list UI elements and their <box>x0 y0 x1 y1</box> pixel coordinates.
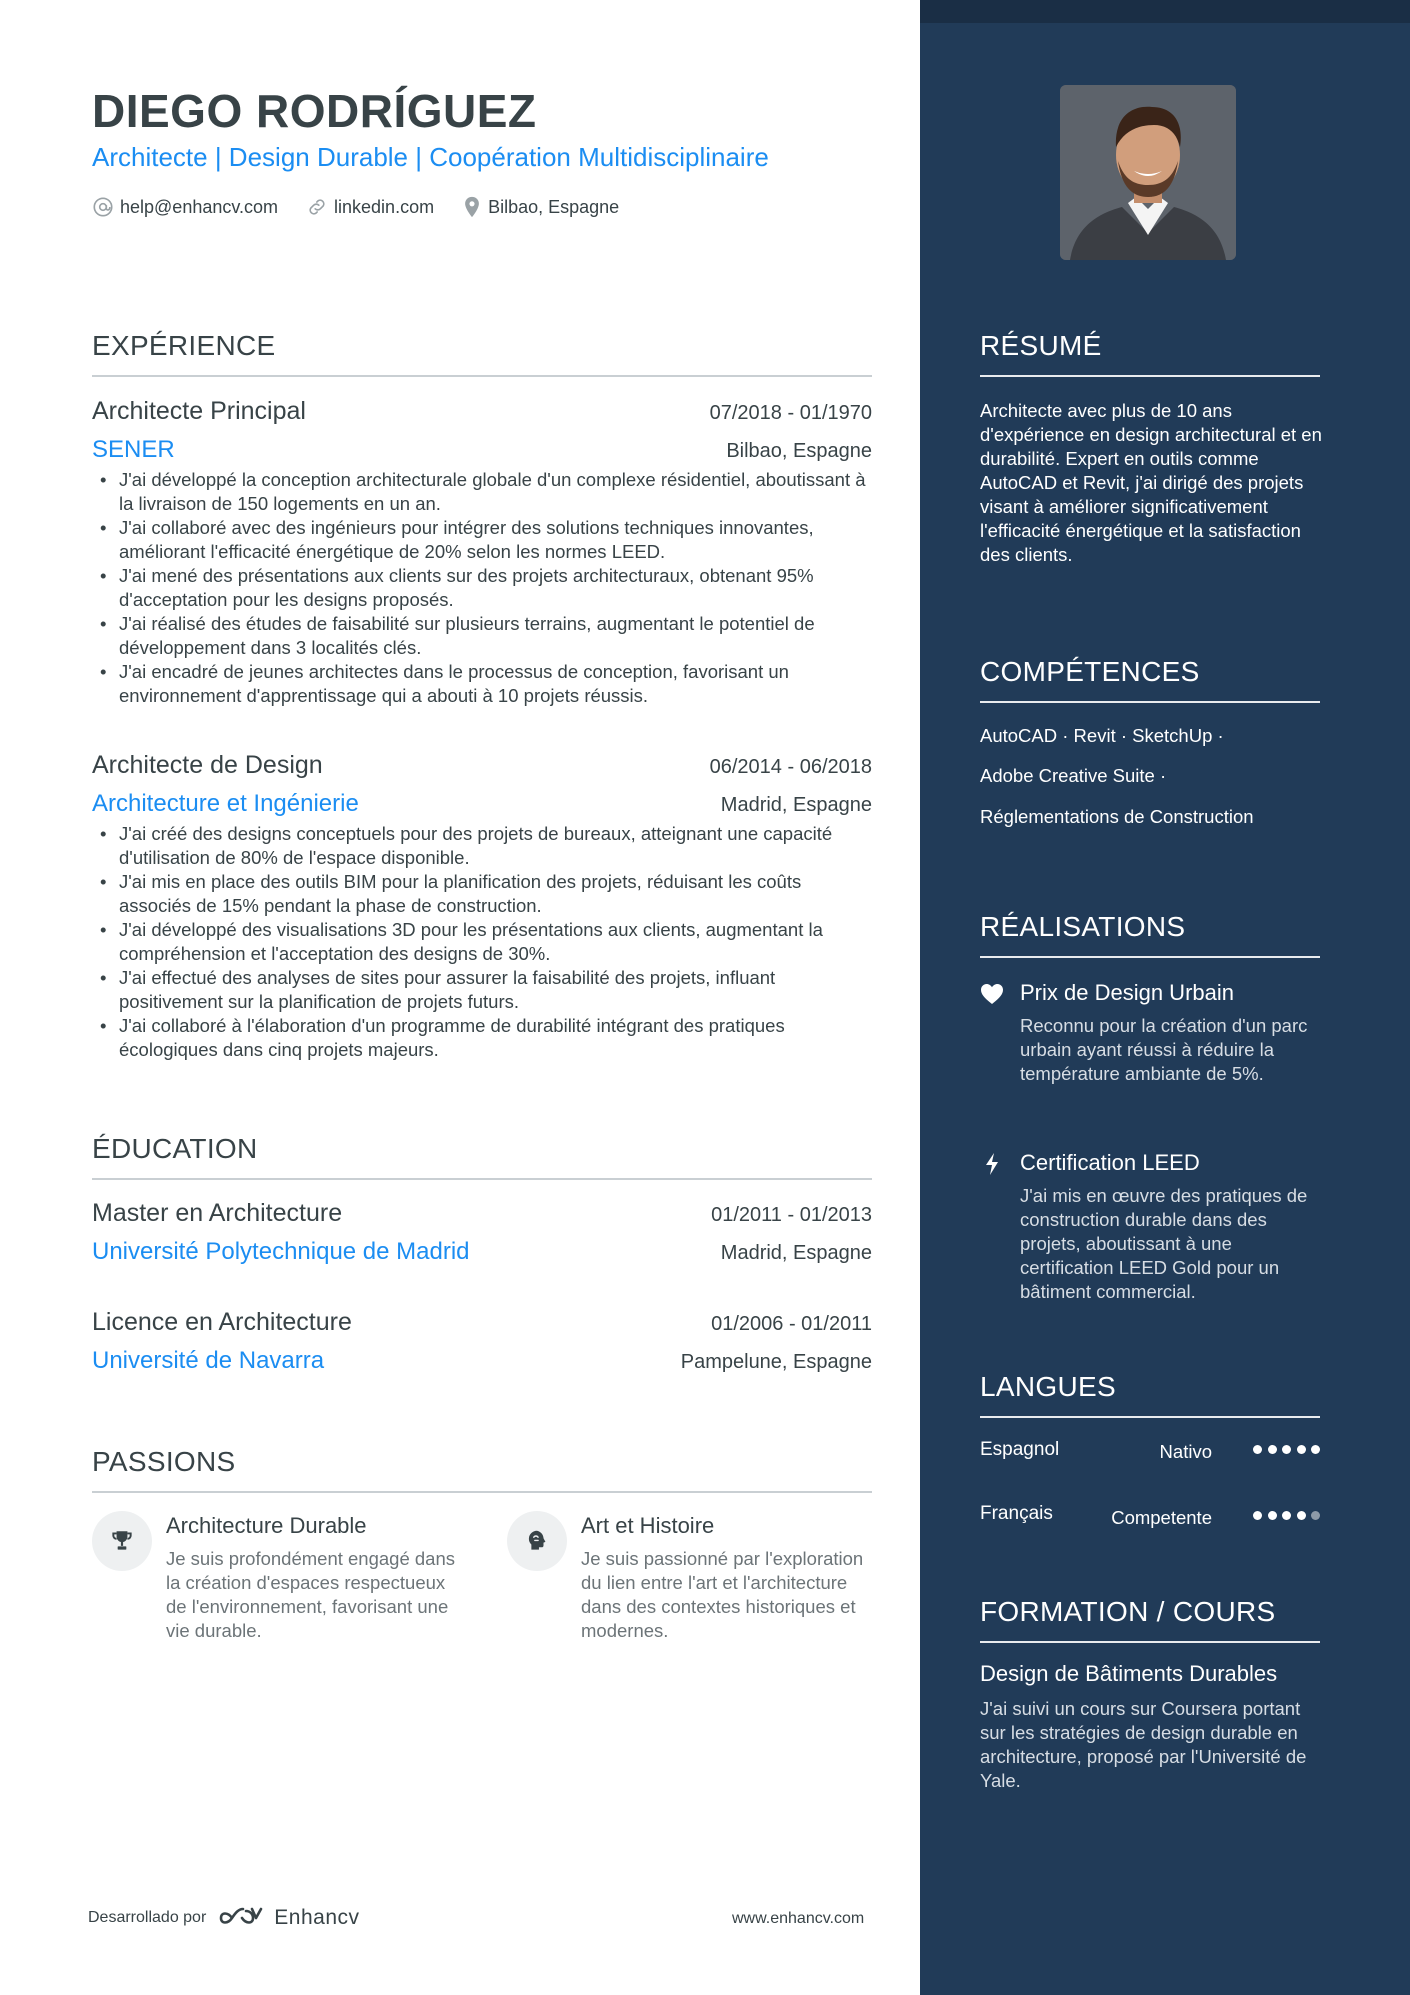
education-divider <box>92 1178 872 1180</box>
achievement-description: Reconnu pour la création d'un parc urbain ayant réussi à réduire la température ambiante de 5%. <box>1020 1015 1308 1084</box>
contact-email[interactable] <box>92 196 278 218</box>
rating-dot <box>1297 1511 1306 1520</box>
heart-icon <box>980 982 1004 1006</box>
skills-line: Réglementations de Construction <box>980 806 1254 827</box>
rating-dot <box>1282 1445 1291 1454</box>
job-dates: 07/2018 - 01/1970 <box>709 402 872 424</box>
rating-dot <box>1268 1511 1277 1520</box>
education-dates: 01/2006 - 01/2011 <box>711 1313 872 1335</box>
language-item <box>980 1503 1320 1531</box>
summary-heading: RÉSUMÉ <box>980 330 1102 361</box>
experience-divider <box>92 375 872 377</box>
degree-title: Licence en Architecture <box>92 1308 352 1336</box>
footer-website[interactable]: www.enhancv.com <box>732 1910 865 1927</box>
bullet-item: • J'ai mis en place des outils BIM pour la planification des projets, réduisant les coûts associés de 15% pendant la phase de construction. <box>92 870 872 918</box>
summary-divider <box>980 375 1320 377</box>
location-pin-icon <box>462 196 482 218</box>
languages-divider <box>980 1416 1320 1418</box>
language-item <box>980 1439 1320 1467</box>
school-name: Université de Navarra <box>92 1347 325 1374</box>
enhancv-logo-icon <box>218 1905 266 1931</box>
bullet-item: • J'ai collaboré à l'élaboration d'un programme de durabilité intégrant des pratiques écologiques dans cinq projets majeurs. <box>92 1014 872 1062</box>
language-name: Français <box>980 1503 1053 1524</box>
passion-title: Art et Histoire <box>581 1513 715 1538</box>
language-rating <box>1248 1445 1321 1454</box>
brain-icon <box>507 1511 567 1571</box>
job-bullets <box>92 822 872 1062</box>
bullet-item: • J'ai mené des présentations aux clients sur des projets architecturaux, obtenant 95% d'acceptation pour les designs proposés. <box>92 564 872 612</box>
school-location: Pampelune, Espagne <box>680 1351 872 1373</box>
contact-location <box>462 196 619 218</box>
achievement-title: Certification LEED <box>1020 1150 1200 1175</box>
sidebar-top-band <box>920 0 1410 23</box>
degree-title: Master en Architecture <box>92 1199 343 1227</box>
achievement-title: Prix de Design Urbain <box>1020 980 1234 1005</box>
education-entry <box>92 1308 872 1375</box>
rating-dot <box>1253 1445 1262 1454</box>
bullet-item: • J'ai développé la conception architecturale globale d'un complexe résidentiel, aboutissant à la livraison de 150 logements en un an. <box>92 468 872 516</box>
link-icon <box>306 196 328 218</box>
bullet-item: • J'ai créé des designs conceptuels pour des projets de bureaux, atteignant une capacité d'utilisation de 80% de l'espace disponible. <box>92 822 872 870</box>
skills-heading: COMPÉTENCES <box>980 656 1200 687</box>
contact-bar <box>92 196 647 218</box>
school-location: Madrid, Espagne <box>720 1242 872 1264</box>
education-entry <box>92 1199 872 1266</box>
language-name: Espagnol <box>980 1439 1060 1460</box>
rating-dot <box>1297 1445 1306 1454</box>
skills-line: AutoCAD · Revit · SketchUp · <box>980 725 1224 746</box>
rating-dot <box>1253 1511 1262 1520</box>
job-entry <box>92 751 872 1062</box>
education-heading: ÉDUCATION <box>92 1133 258 1164</box>
skills-divider <box>980 701 1320 703</box>
passion-description: Je suis profondément engagé dans la création d'espaces respectueux de l'environnement, favorisant une vie durable. <box>166 1548 456 1641</box>
course-description: J'ai suivi un cours sur Coursera portant sur les stratégies de design durable en architecture, proposé par l'Université de Yale. <box>980 1698 1307 1791</box>
bullet-item: • J'ai encadré de jeunes architectes dans le processus de conception, favorisant un environnement d'apprentissage qui a abouti à 10 projets réussis. <box>92 660 872 708</box>
job-entry <box>92 397 872 708</box>
location-text: Bilbao, Espagne <box>488 196 620 217</box>
profile-photo <box>1060 85 1236 260</box>
bullet-item: • J'ai collaboré avec des ingénieurs pour intégrer des solutions techniques innovantes, améliorant l'efficacité énergétique de 20% selon les normes LEED. <box>92 516 872 564</box>
skills-line: Adobe Creative Suite · <box>980 765 1167 786</box>
rating-dot <box>1268 1445 1277 1454</box>
bullet-item: • J'ai développé des visualisations 3D pour les présentations aux clients, augmentant la compréhension et l'acceptation des designs de 30%. <box>92 918 872 966</box>
rating-dot <box>1311 1511 1320 1520</box>
course-title: Design de Bâtiments Durables <box>980 1661 1278 1686</box>
job-location: Bilbao, Espagne <box>726 440 872 462</box>
passion-title: Architecture Durable <box>166 1513 367 1538</box>
job-company: Architecture et Ingénierie <box>92 790 359 817</box>
job-company: SENER <box>92 436 175 463</box>
candidate-name: DIEGO RODRÍGUEZ <box>92 85 537 137</box>
training-heading: FORMATION / COURS <box>980 1596 1276 1627</box>
job-location: Madrid, Espagne <box>720 794 872 816</box>
school-name: Université Polytechnique de Madrid <box>92 1238 470 1265</box>
summary-text: Architecte avec plus de 10 ans d'expérience en design architectural et en durabilité. Expert en outils comme AutoCAD et Revit, j'ai dirigé des projets visant à améliorer significativement l'efficacité énergétique et la satisfaction des clients. <box>980 400 1322 565</box>
passion-description: Je suis passionné par l'exploration du lien entre l'art et l'architecture dans des contextes historiques et modernes. <box>581 1548 864 1641</box>
at-icon <box>92 196 114 218</box>
bullet-item: • J'ai effectué des analyses de sites pour assurer la faisabilité des projets, influant positivement sur la planification de projets futurs. <box>92 966 872 1014</box>
languages-heading: LANGUES <box>980 1371 1116 1402</box>
language-level: Competente <box>1111 1507 1212 1528</box>
achievements-heading: RÉALISATIONS <box>980 911 1186 942</box>
footer-branding <box>88 1905 360 1931</box>
language-rating <box>1248 1511 1321 1520</box>
job-title: Architecte Principal <box>92 397 306 425</box>
passions-divider <box>92 1491 872 1493</box>
developed-by-text: Desarrollado por <box>88 1909 207 1926</box>
email-text: help@enhancv.com <box>120 196 279 217</box>
candidate-tagline: Architecte | Design Durable | Coopération Multidisciplinaire <box>92 142 769 172</box>
job-title: Architecte de Design <box>92 751 323 779</box>
trophy-icon <box>92 1511 152 1571</box>
brand-name: Enhancv <box>274 1906 360 1929</box>
experience-heading: EXPÉRIENCE <box>92 330 276 361</box>
achievements-divider <box>980 956 1320 958</box>
lightning-icon <box>980 1152 1004 1176</box>
bullet-item: • J'ai réalisé des études de faisabilité sur plusieurs terrains, augmentant le potentiel de développement dans 3 localités clés. <box>92 612 872 660</box>
job-bullets <box>92 468 872 708</box>
job-dates: 06/2014 - 06/2018 <box>709 756 872 778</box>
training-divider <box>980 1641 1320 1643</box>
achievement-description: J'ai mis en œuvre des pratiques de construction durable dans des projets, aboutissant à une certification LEED Gold pour un bâtiment commercial. <box>1020 1185 1308 1302</box>
contact-linkedin[interactable] <box>306 196 434 218</box>
linkedin-text: linkedin.com <box>334 196 435 217</box>
rating-dot <box>1282 1511 1291 1520</box>
rating-dot <box>1311 1445 1320 1454</box>
language-level: Nativo <box>1159 1441 1212 1462</box>
passions-heading: PASSIONS <box>92 1446 236 1477</box>
education-dates: 01/2011 - 01/2013 <box>711 1204 872 1226</box>
sidebar <box>920 0 1410 1995</box>
